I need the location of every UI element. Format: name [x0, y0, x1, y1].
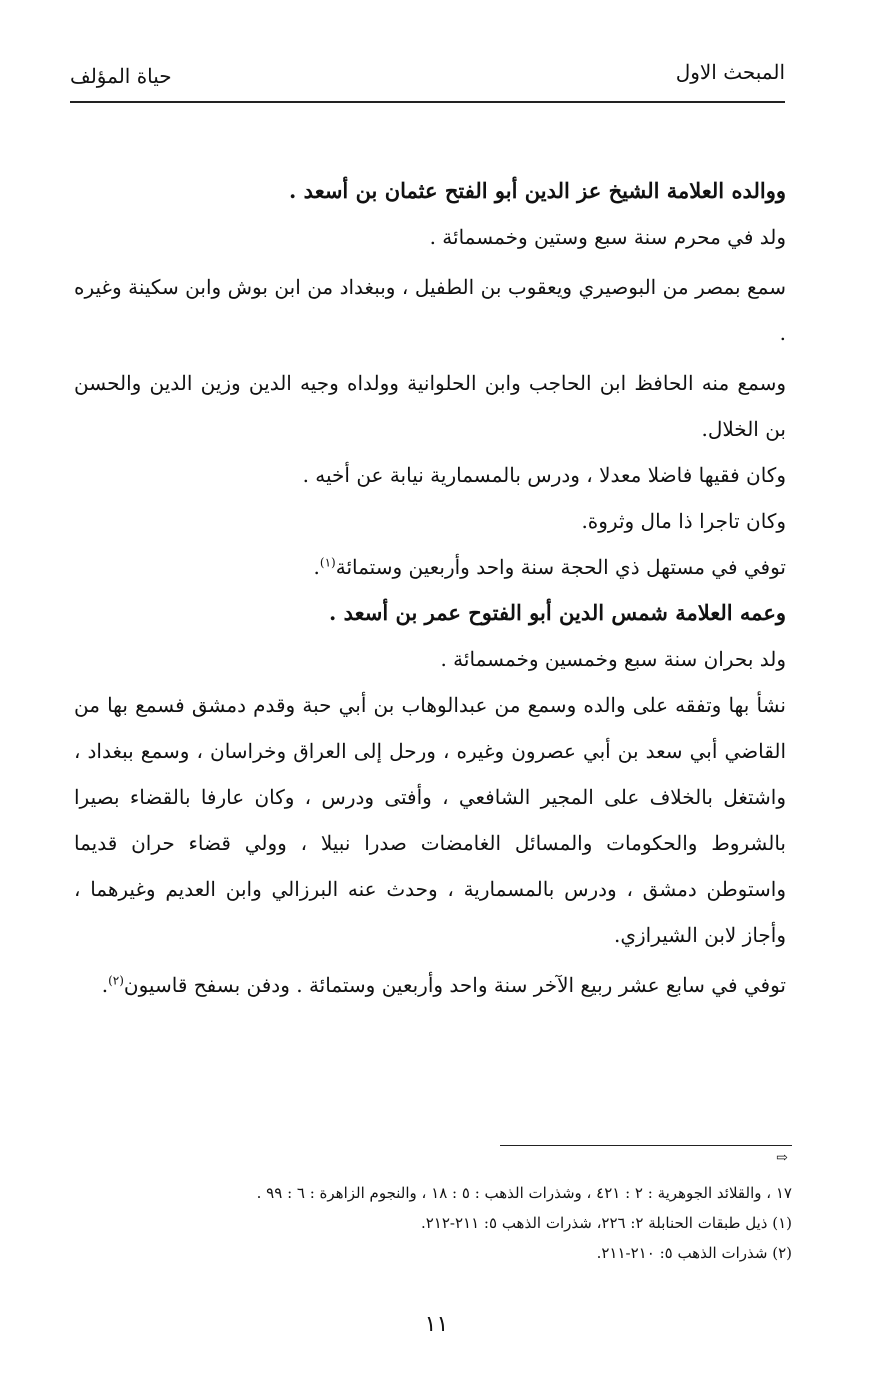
footnote-divider: [500, 1145, 792, 1146]
paragraph: ولد في محرم سنة سبع وستين وخمسمائة .: [429, 225, 786, 249]
paragraph: [74, 544, 786, 590]
continuation-arrow-icon: ⇨: [776, 1150, 788, 1166]
page-number: ١١: [424, 1312, 449, 1337]
paragraph: ولد بحران سنة سبع وخمسين وخمسمائة .: [440, 647, 786, 671]
running-title: حياة المؤلف: [70, 64, 172, 88]
paragraph-text: توفي في سابع عشر ربيع الآخر سنة واحد وأربعين وستمائة . ودفن بسفح قاسيون: [123, 973, 786, 997]
paragraph: وكان فقيها فاضلا معدلا ، ودرس بالمسمارية نيابة عن أخيه .: [302, 463, 786, 487]
main-text: [74, 168, 786, 1008]
paragraph-father-heading: ووالده العلامة الشيخ عز الدين أبو الفتح عثمان بن أسعد .: [289, 178, 786, 203]
paragraph: [74, 962, 786, 1008]
paragraph: وكان تاجرا ذا مال وثروة.: [581, 509, 786, 533]
footnote: (٢) شذرات الذهب ٥: ٢١٠-٢١١.: [596, 1244, 792, 1262]
footnote: (١) ذيل طبقات الحنابلة ٢: ٢٢٦، شذرات الذهب ٥: ٢١١-٢١٢.: [420, 1214, 792, 1232]
header-divider: [70, 101, 785, 103]
page-header: [70, 54, 785, 98]
paragraph-text: توفي في مستهل ذي الحجة سنة واحد وأربعين وستمائة: [335, 555, 786, 579]
paragraph: سمع بمصر من البوصيري ويعقوب بن الطفيل ، وببغداد من ابن بوش وابن سكينة وغيره .: [74, 275, 786, 345]
section-title: المبحث الاول: [675, 60, 785, 84]
paragraph-end: .: [101, 973, 109, 997]
footnote-ref[interactable]: (٢): [108, 973, 124, 988]
paragraph-uncle-heading: وعمه العلامة شمس الدين أبو الفتوح عمر بن أسعد .: [329, 600, 786, 625]
footnote-ref[interactable]: (١): [319, 555, 336, 570]
paragraph: وسمع منه الحافظ ابن الحاجب وابن الحلوانية وولداه وجيه الدين وزين الدين والحسن بن الخلال.: [74, 371, 786, 441]
paragraph: نشأ بها وتفقه على والده وسمع من عبدالوهاب بن أبي حبة وقدم دمشق فسمع بها من القاضي أبي سعد بن أبي عصرون وغيره ، ورحل إلى العراق وخراسان ، وسمع ببغداد ، واشتغل بالخلاف على المجير الشافعي ، وأفتى ودرس ، وكان عارفا بالقضاء بصيرا بالشروط والحكومات والمسائل الغامضات صدرا نبيلا ، وولي قضاء حران قديما واستوطن دمشق ، ودرس بالمسمارية ، وحدث عنه البرزالي وابن العديم وغيرهما ، وأجاز لابن الشيرازي.: [74, 693, 786, 947]
footnote: ١٧ ، والقلائد الجوهرية : ٢ : ٤٢١ ، وشذرات الذهب : ٥ : ١٨ ، والنجوم الزاهرة : ٦ : ٩٩ .: [256, 1184, 792, 1202]
paragraph-end: .: [313, 555, 320, 579]
footnotes: [78, 1178, 792, 1268]
